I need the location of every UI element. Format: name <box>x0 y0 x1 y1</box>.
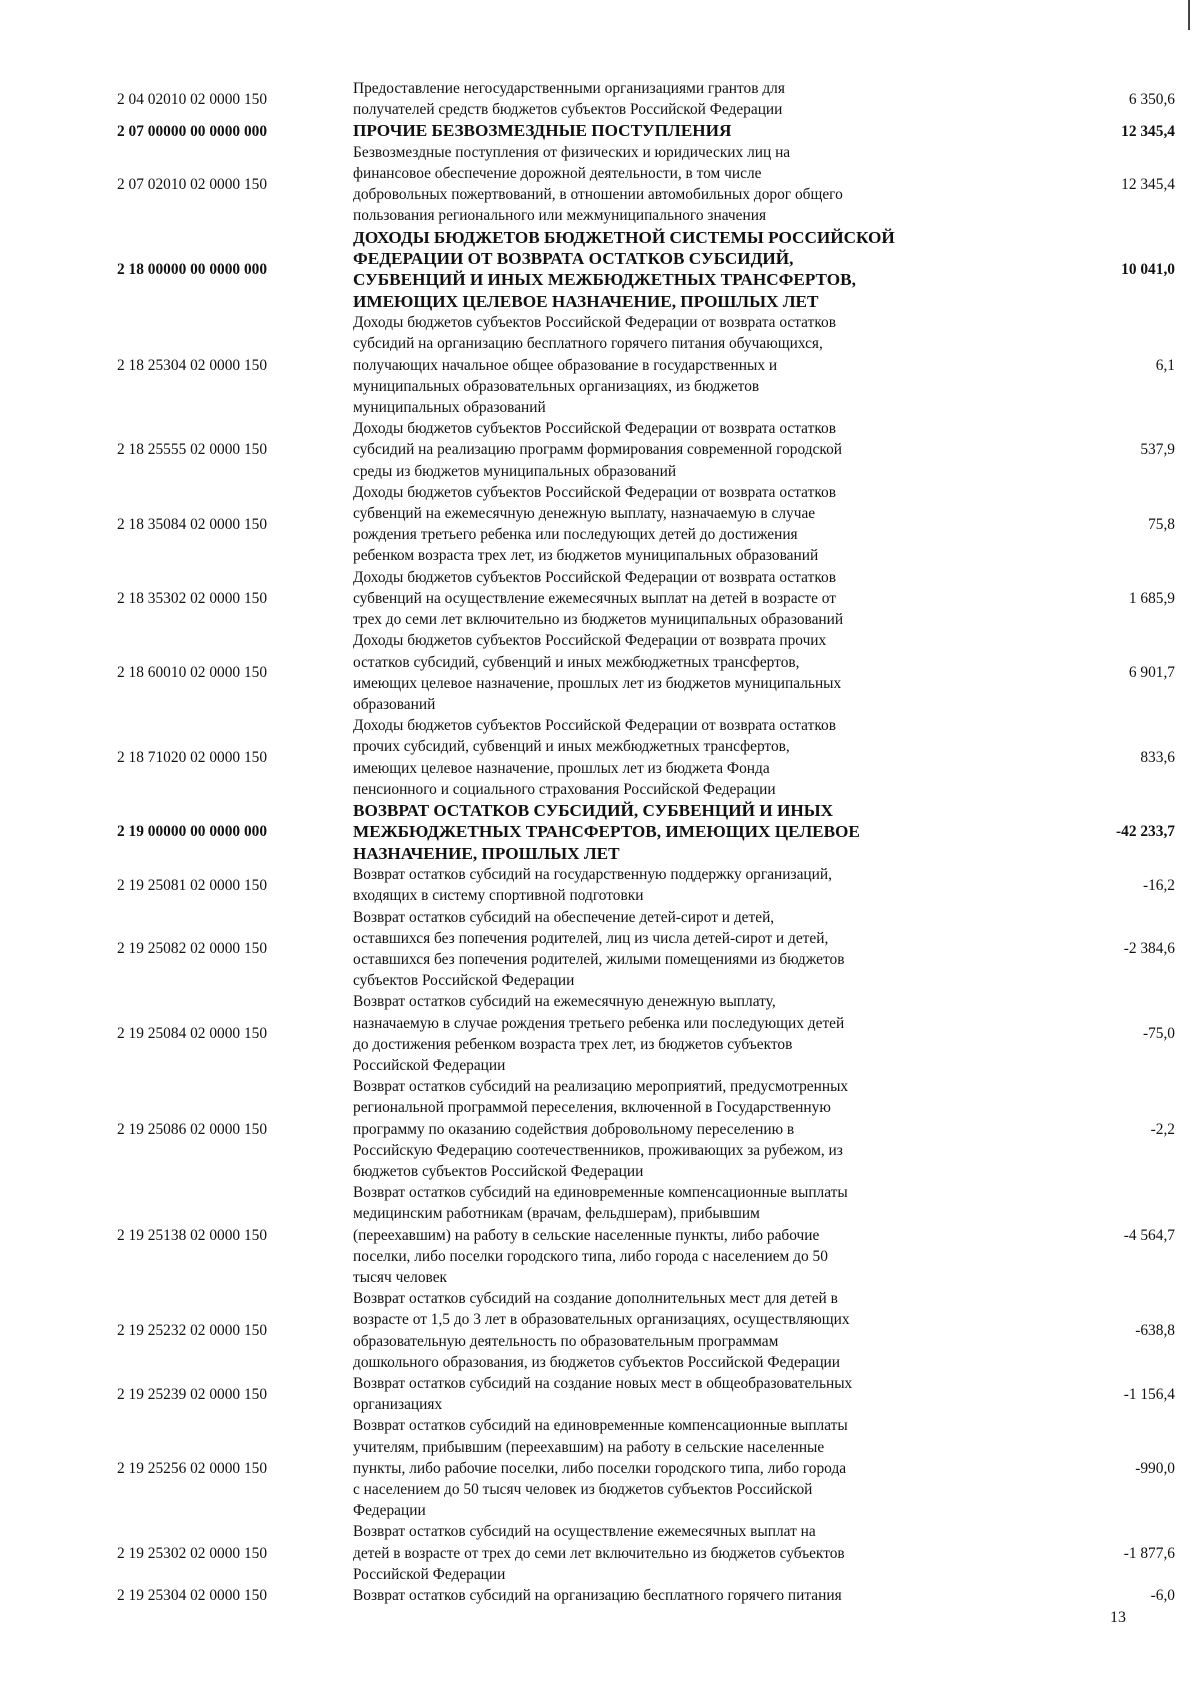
table-row <box>0 991 1200 1076</box>
row-description: Возврат остатков субсидий на единовременные компенсационные выплаты медицинским работникам (врачам, фельдшерам), прибывшим (переехавшим) на работу в сельские населенные пункты, либо рабочие поселки, либо поселки городского типа, либо города с населением до 50 тысяч человек <box>353 1184 848 1286</box>
table-row <box>0 864 1200 906</box>
row-amount: 12 345,4 <box>1121 122 1175 140</box>
budget-code: 2 19 00000 00 0000 000 <box>117 823 268 841</box>
table-row <box>0 1521 1200 1585</box>
row-amount: -75,0 <box>1142 1025 1175 1043</box>
budget-code: 2 19 25138 02 0000 150 <box>117 1226 268 1244</box>
budget-code: 2 18 00000 00 0000 000 <box>117 260 268 278</box>
row-amount: -990,0 <box>1135 1459 1175 1477</box>
table-row <box>0 78 1200 120</box>
scan-edge-mark <box>1188 0 1190 30</box>
budget-code: 2 18 25304 02 0000 150 <box>117 356 268 374</box>
budget-code: 2 19 25304 02 0000 150 <box>117 1587 268 1605</box>
row-amount: 6 901,7 <box>1128 664 1175 682</box>
row-amount: -2 384,6 <box>1123 940 1175 958</box>
table-row <box>0 1076 1200 1182</box>
budget-code: 2 18 71020 02 0000 150 <box>117 748 268 766</box>
row-description: Доходы бюджетов субъектов Российской Федерации от возврата остатков субвенций на ежемесячную денежную выплату, назначаемую в случае рождения третьего ребенка или последующих детей до достижения ребенком возраста трех лет, из бюджетов муниципальных образований <box>353 483 836 565</box>
row-description: Доходы бюджетов субъектов Российской Федерации от возврата остатков субсидий на реализацию программ формирования современной городской среды из бюджетов муниципальных образований <box>353 420 842 480</box>
table-row <box>0 1288 1200 1373</box>
row-description: Возврат остатков субсидий на государственную поддержку организаций, входящих в систему спортивной подготовки <box>353 866 832 905</box>
row-amount: -1 156,4 <box>1123 1385 1175 1403</box>
row-amount: -1 877,6 <box>1123 1544 1175 1562</box>
row-amount: -16,2 <box>1142 876 1175 894</box>
row-description: Возврат остатков субсидий на обеспечение детей-сирот и детей, оставшихся без попечения родителей, лиц из числа детей-сирот и детей, оставшихся без попечения родителей, жилыми помещениями из бюджетов субъектов Российской Федерации <box>353 908 845 990</box>
page-number: 13 <box>1110 1609 1126 1626</box>
budget-code: 2 19 25086 02 0000 150 <box>117 1120 268 1138</box>
table-row <box>0 907 1200 992</box>
row-amount: -42 233,7 <box>1116 823 1175 841</box>
budget-code: 2 19 25232 02 0000 150 <box>117 1322 268 1339</box>
row-description: Возврат остатков субсидий на осуществление ежемесячных выплат на детей в возрасте от трех до семи лет включительно из бюджетов субъектов Российской Федерации <box>353 1523 845 1583</box>
row-amount: -6,0 <box>1150 1587 1175 1605</box>
table-row <box>0 800 1200 864</box>
table-row <box>0 567 1200 631</box>
budget-code: 2 19 25239 02 0000 150 <box>117 1385 268 1403</box>
table-row <box>0 1373 1200 1415</box>
row-amount: 537,9 <box>1140 441 1175 459</box>
budget-code: 2 18 35302 02 0000 150 <box>117 589 268 607</box>
row-amount: 12 345,4 <box>1121 175 1175 193</box>
row-description: Возврат остатков субсидий на создание новых мест в общеобразовательных организациях <box>353 1375 853 1414</box>
row-description: Безвозмездные поступления от физических и юридических лиц на финансовое обеспечение дорожной деятельности, в том числе добровольных пожертвований, в отношении автомобильных дорог общего пользования регионального или межмуниципального значения <box>353 143 843 225</box>
table-row <box>0 312 1200 418</box>
row-description: Доходы бюджетов субъектов Российской Федерации от возврата остатков субвенций на осуществление ежемесячных выплат на детей в возрасте от трех до семи лет включительно из бюджетов муниципальных образований <box>353 568 844 629</box>
row-description: Возврат остатков субсидий на реализацию мероприятий, предусмотренных региональной программой переселения, включенной в Государственную программу по оказанию содействия добровольному переселению в Российскую Федерацию соотечественников, проживающих за рубежом, из бюджетов субъектов Российской Федерации <box>353 1078 849 1180</box>
row-amount: 75,8 <box>1148 515 1175 533</box>
row-description: ПРОЧИЕ БЕЗВОЗМЕЗДНЫЕ ПОСТУПЛЕНИЯ <box>353 121 732 141</box>
row-amount: -2,2 <box>1150 1120 1175 1138</box>
table-row <box>0 227 1200 313</box>
row-description: Возврат остатков субсидий на ежемесячную денежную выплату, назначаемую в случае рождения третьего ребенка или последующих детей до достижения ребенком возраста трех лет, из бюджетов субъектов Российской Федерации <box>353 993 845 1074</box>
row-description: Доходы бюджетов субъектов Российской Федерации от возврата остатков субсидий на организацию бесплатного горячего питания обучающихся, получающих начальное общее образование в государственных и муниципальных образовательных организациях, из бюджетов муниципальных образований <box>353 314 836 417</box>
table-row <box>0 482 1200 567</box>
budget-code: 2 19 25082 02 0000 150 <box>117 940 268 958</box>
budget-code: 2 18 25555 02 0000 150 <box>117 441 268 459</box>
budget-table <box>0 78 1200 1606</box>
table-row <box>0 715 1200 800</box>
budget-code: 2 04 02010 02 0000 150 <box>117 90 268 108</box>
row-description: Возврат остатков субсидий на единовременные компенсационные выплаты учителям, прибывшим (переехавшим) на работу в сельские населенные пункты, либо рабочие поселки, либо поселки городского типа, либо города с населением до 50 тысяч человек из бюджетов субъектов Российской Федерации <box>353 1417 848 1520</box>
table-row <box>0 1182 1200 1288</box>
budget-code: 2 19 25302 02 0000 150 <box>117 1544 268 1562</box>
row-amount: 10 041,0 <box>1121 260 1175 278</box>
budget-code: 2 19 25081 02 0000 150 <box>117 876 268 894</box>
table-row <box>0 630 1200 715</box>
row-amount: -4 564,7 <box>1123 1226 1175 1244</box>
table-row <box>0 1415 1200 1521</box>
row-amount: 833,6 <box>1140 748 1175 766</box>
row-amount: 6 350,6 <box>1128 90 1175 108</box>
table-row <box>0 120 1200 141</box>
row-amount: 6,1 <box>1155 356 1175 374</box>
budget-code: 2 07 00000 00 0000 000 <box>117 122 268 140</box>
table-row <box>0 142 1200 227</box>
row-description: ВОЗВРАТ ОСТАТКОВ СУБСИДИЙ, СУБВЕНЦИЙ И ИНЫХ МЕЖБЮДЖЕТНЫХ ТРАНСФЕРТОВ, ИМЕЮЩИХ ЦЕЛЕВОЕ НАЗНАЧЕНИЕ, ПРОШЛЫХ ЛЕТ <box>353 800 860 863</box>
row-description: Доходы бюджетов субъектов Российской Федерации от возврата остатков прочих субсидий, субвенций и иных межбюджетных трансфертов, имеющих целевое назначение, прошлых лет из бюджета Фонда пенсионного и социального страхования Российской Федерации <box>353 717 836 798</box>
table-row <box>0 1585 1200 1606</box>
budget-code: 2 18 35084 02 0000 150 <box>117 515 268 533</box>
row-description: Возврат остатков субсидий на организацию бесплатного горячего питания <box>353 1587 842 1605</box>
budget-code: 2 07 02010 02 0000 150 <box>117 175 268 193</box>
table-row <box>0 418 1200 482</box>
row-description: Предоставление негосударственными организациями грантов для получателей средств бюджетов субъектов Российской Федерации <box>353 80 785 119</box>
row-amount: -638,8 <box>1135 1322 1175 1339</box>
row-description: Доходы бюджетов субъектов Российской Федерации от возврата прочих остатков субсидий, субвенций и иных межбюджетных трансфертов, имеющих целевое назначение, прошлых лет из бюджетов муниципальных образований <box>353 632 842 713</box>
budget-code: 2 19 25256 02 0000 150 <box>117 1459 268 1477</box>
budget-code: 2 19 25084 02 0000 150 <box>117 1025 268 1043</box>
row-description: Возврат остатков субсидий на создание дополнительных мест для детей в возрасте от 1,5 до 3 лет в образовательных организациях, осуществляющих образовательную деятельность по образовательным программам дошкольного образования, из бюджетов субъектов Российской Федерации <box>353 1290 850 1371</box>
budget-code: 2 18 60010 02 0000 150 <box>117 664 268 682</box>
row-description: ДОХОДЫ БЮДЖЕТОВ БЮДЖЕТНОЙ СИСТЕМЫ РОССИЙСКОЙ ФЕДЕРАЦИИ ОТ ВОЗВРАТА ОСТАТКОВ СУБСИДИЙ, СУБВЕНЦИЙ И ИНЫХ МЕЖБЮДЖЕТНЫХ ТРАНСФЕРТОВ, ИМЕЮЩИХ ЦЕЛЕВОЕ НАЗНАЧЕНИЕ, ПРОШЛЫХ ЛЕТ <box>353 227 895 311</box>
row-amount: 1 685,9 <box>1128 589 1175 607</box>
